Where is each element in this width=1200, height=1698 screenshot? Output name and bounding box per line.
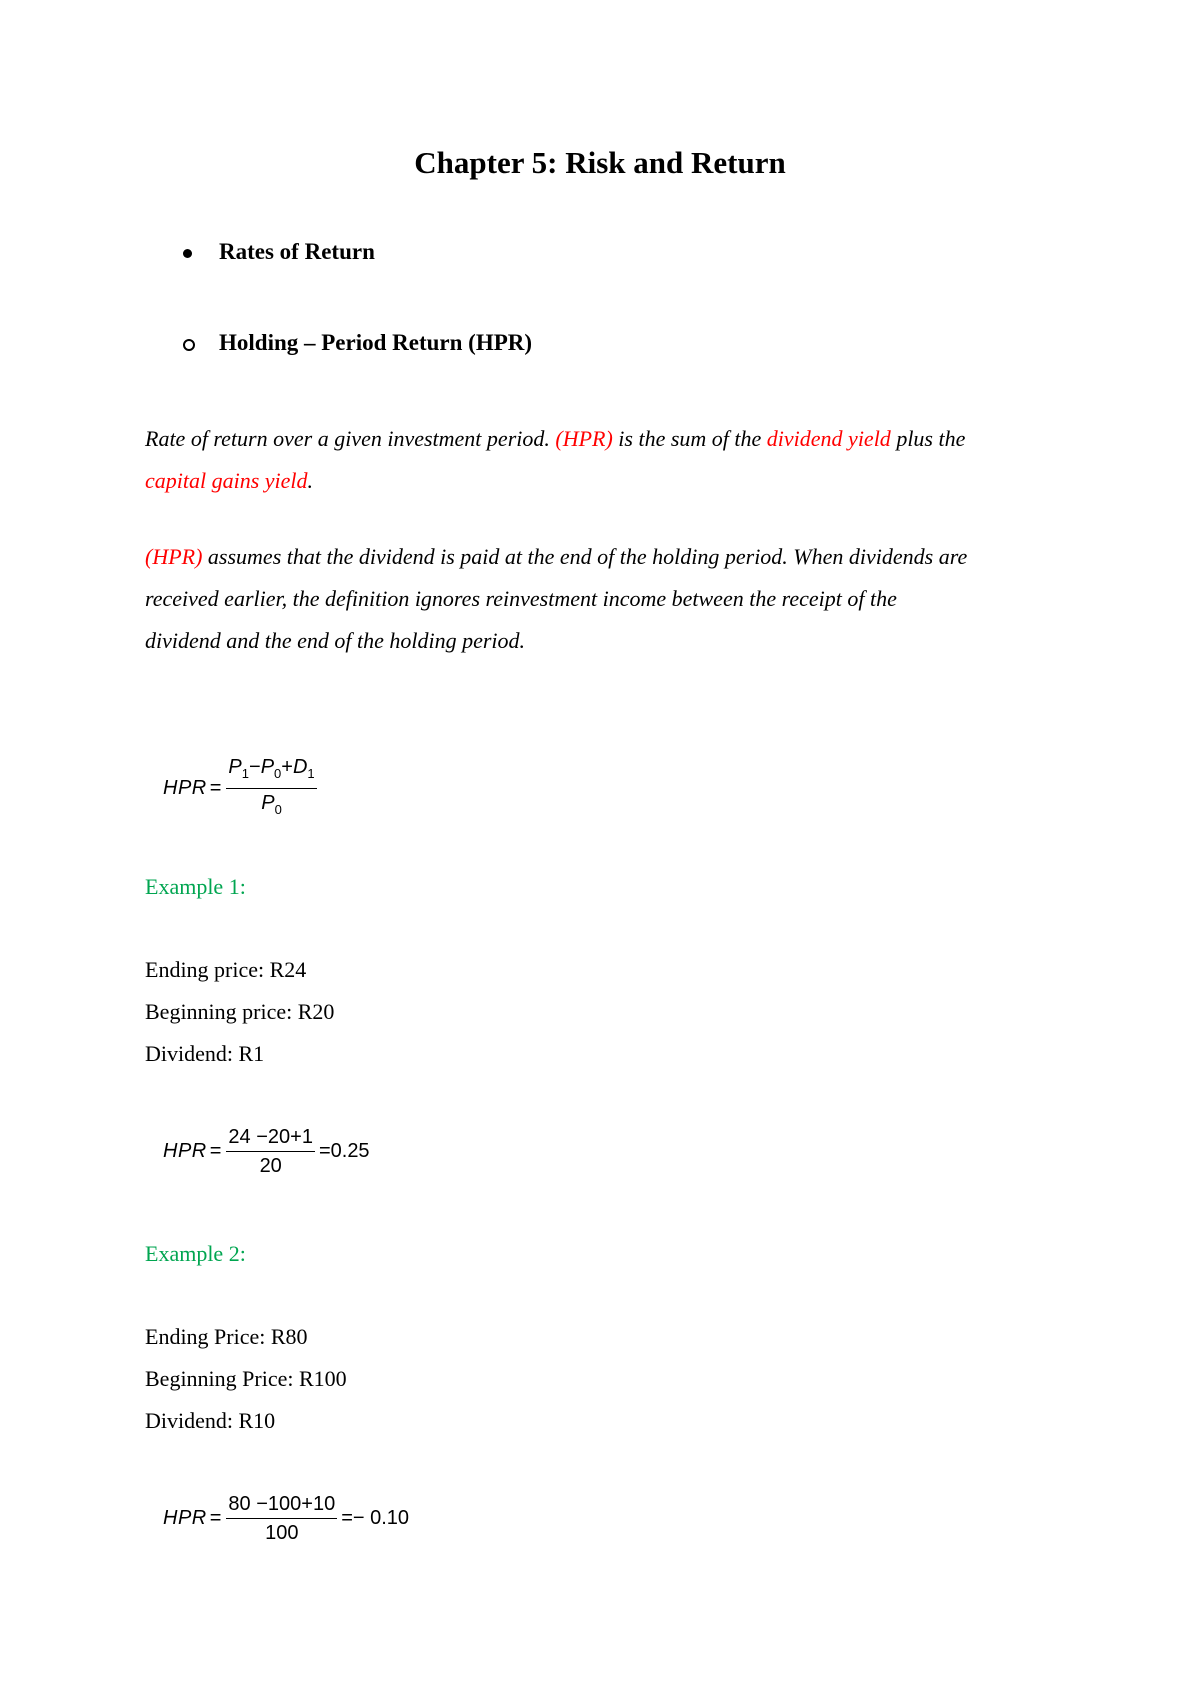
hpr-assumption-paragraph [145,536,1075,662]
formula-equals: = [209,777,222,799]
example-2-equation [163,1492,409,1545]
equation-denominator: 20 [259,1155,282,1177]
operator: + [281,756,293,778]
filled-bullet-icon [183,237,219,267]
example-2-dividend: Dividend: R10 [145,1408,276,1433]
equation-equals: = [209,1140,222,1162]
highlight-text: (HPR) [145,544,203,569]
equation-numerator: 80 −100+10 [226,1492,337,1519]
bullet-item-rates-of-return [183,237,375,267]
example-1-equation [163,1125,370,1178]
example-1-beginning-price: Beginning price: R20 [145,999,335,1024]
highlight-text: (HPR) [555,426,613,451]
bullet-item-hpr [183,328,532,358]
example-2-ending-price: Ending Price: R80 [145,1324,308,1349]
symbol: D [292,756,308,778]
formula-lhs: HPR [163,777,207,799]
subscript: 1 [307,766,315,781]
para-text: . [307,468,314,493]
sub-bullet-label: Holding – Period Return (HPR) [219,330,533,355]
symbol: P [228,756,242,778]
para-text: is the sum of the [612,426,767,451]
subscript: 1 [241,766,249,781]
equation-equals: = [209,1507,222,1529]
equation-lhs: HPR [163,1140,207,1162]
hpr-formula [163,755,319,822]
para-text: Rate of return over a given investment period. [145,426,556,451]
para-text: plus the [890,426,966,451]
equation-numerator: 24 −20+1 [226,1125,315,1152]
equation-fraction [226,1125,315,1178]
formula-numerator [226,755,316,789]
symbol: P [260,756,275,778]
example-2-heading: Example 2: [145,1241,246,1266]
equation-lhs: HPR [163,1507,207,1529]
equation-fraction [226,1492,337,1545]
para-text: dividend and the end of the holding period. [145,628,526,653]
bullet-label: Rates of Return [219,239,375,264]
hpr-definition-paragraph [145,418,1075,502]
subscript: 0 [274,802,282,817]
highlight-text: capital gains yield [145,468,308,493]
equation-denominator: 100 [265,1522,299,1544]
formula-fraction [226,755,316,822]
page-title: Chapter 5: Risk and Return [414,145,786,180]
open-circle-bullet-icon [183,328,219,358]
example-1-heading: Example 1: [145,874,246,899]
para-text: assumes that the dividend is paid at the end of the holding period. When dividends are [202,544,968,569]
highlight-text: dividend yield [766,426,891,451]
subscript: 0 [274,766,282,781]
example-1-ending-price: Ending price: R24 [145,957,307,982]
operator: − [249,756,261,778]
symbol: P [261,792,275,814]
para-text: received earlier, the definition ignores reinvestment income between the receipt of the [145,586,897,611]
example-2-beginning-price: Beginning Price: R100 [145,1366,347,1391]
formula-denominator [261,789,282,822]
equation-result: =− 0.10 [341,1507,410,1529]
example-1-dividend: Dividend: R1 [145,1041,265,1066]
equation-result: =0.25 [318,1140,370,1162]
